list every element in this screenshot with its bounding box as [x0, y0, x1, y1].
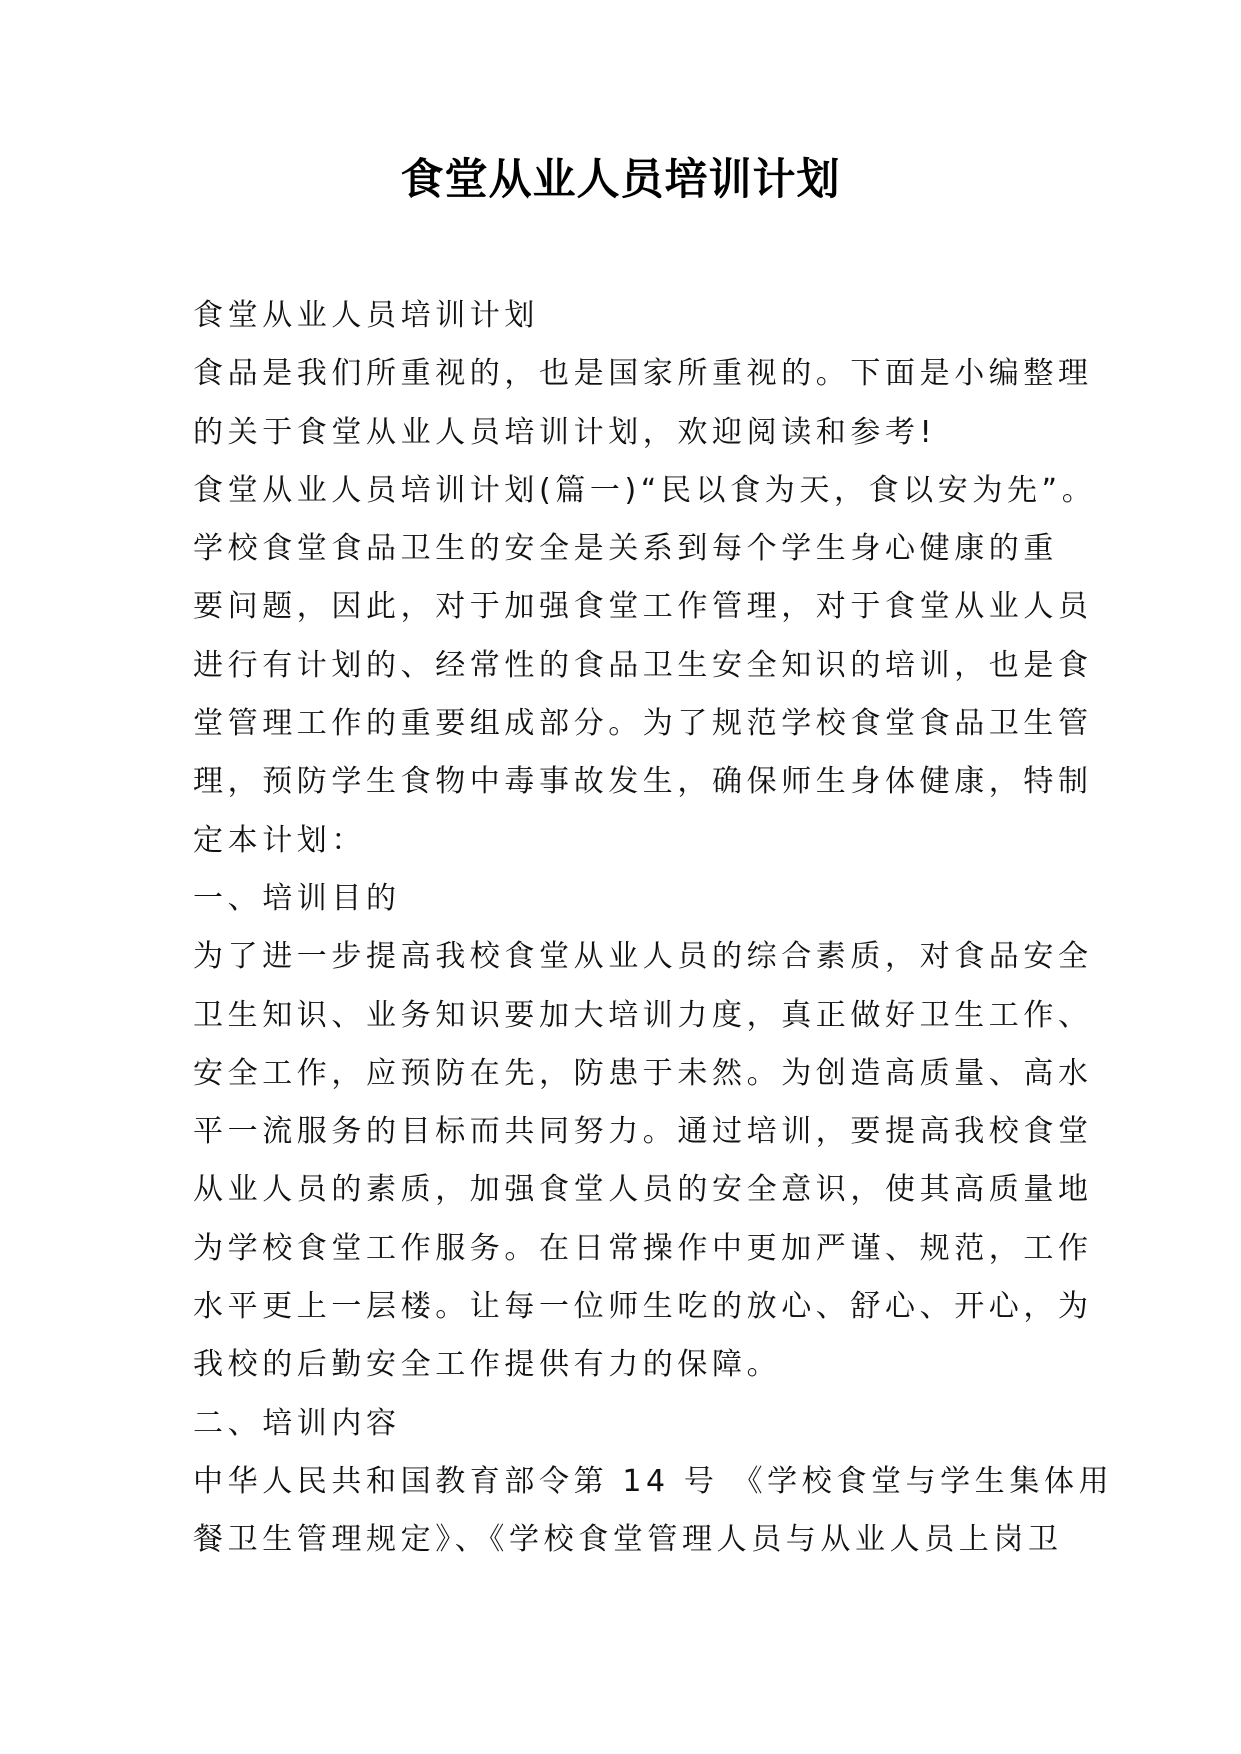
body-line: 定本计划： [193, 822, 366, 858]
body-line: 堂管理工作的重要组成部分。为了规范学校食堂食品卫生管 [193, 706, 1093, 742]
document-body [193, 287, 1114, 1570]
body-line: 要问题，因此，对于加强食堂工作管理，对于食堂从业人员 [193, 589, 1093, 625]
body-line: 食堂从业人员培训计划(篇一)“民以食为天，食以安为先”。 [193, 472, 1097, 508]
document-title: 食堂从业人员培训计划 [400, 155, 841, 205]
body-line: 理，预防学生食物中毒事故发生，确保师生身体健康，特制 [193, 764, 1093, 800]
body-line: 进行有计划的、经常性的食品卫生安全知识的培训，也是食 [193, 647, 1093, 683]
body-line: 学校食堂食品卫生的安全是关系到每个学生身心健康的重 [193, 531, 1058, 567]
body-line: 的关于食堂从业人员培训计划，欢迎阅读和参考! [193, 414, 937, 450]
body-line-subtitle: 食堂从业人员培训计划 [193, 298, 539, 333]
body-line: 卫生知识、业务知识要加大培训力度，真正做好卫生工作、 [193, 997, 1093, 1033]
section-heading-content: 二、培训内容 [193, 1405, 401, 1441]
section-heading-purpose: 一、培训目的 [193, 880, 401, 916]
body-line: 为学校食堂工作服务。在日常操作中更加严谨、规范，工作 [193, 1230, 1093, 1266]
body-line: 为了进一步提高我校食堂从业人员的综合素质，对食品安全 [193, 939, 1093, 975]
body-line: 从业人员的素质，加强食堂人员的安全意识，使其高质量地 [193, 1172, 1093, 1208]
body-line: 安全工作，应预防在先，防患于未然。为创造高质量、高水 [193, 1055, 1093, 1091]
body-line: 餐卫生管理规定》、《学校食堂管理人员与从业人员上岗卫 [193, 1522, 1063, 1558]
body-line: 我校的后勤安全工作提供有力的保障。 [193, 1347, 782, 1383]
body-line: 平一流服务的目标而共同努力。通过培训，要提高我校食堂 [193, 1114, 1093, 1150]
body-line: 食品是我们所重视的，也是国家所重视的。下面是小编整理 [193, 356, 1093, 392]
body-line: 中华人民共和国教育部令第 14 号 《学校食堂与学生集体用 [193, 1463, 1114, 1499]
body-line: 水平更上一层楼。让每一位师生吃的放心、舒心、开心，为 [193, 1289, 1093, 1325]
